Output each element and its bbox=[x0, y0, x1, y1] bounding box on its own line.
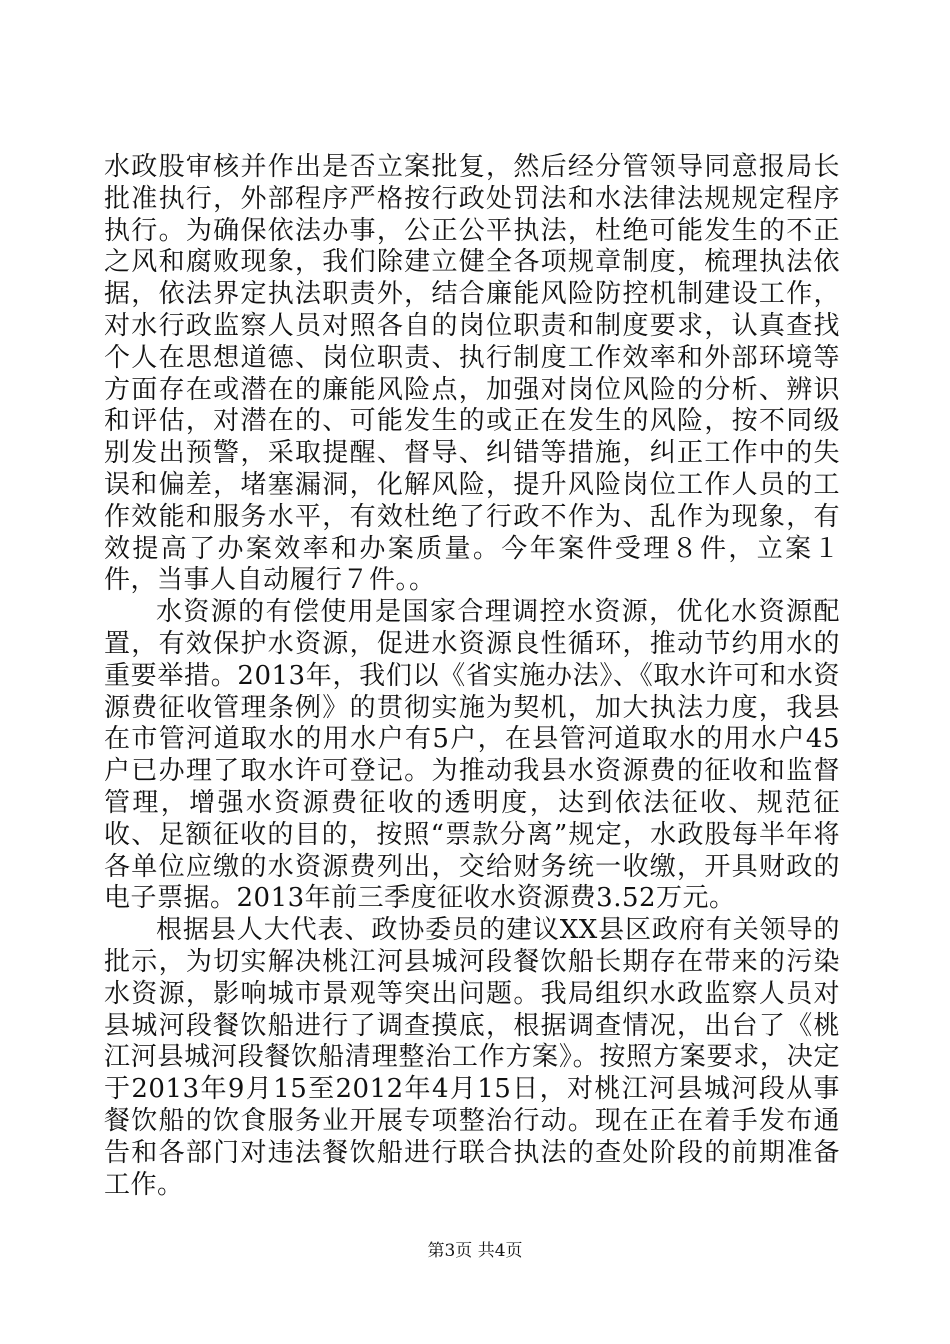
document-body bbox=[104, 152, 840, 1201]
paragraph-water-resource-fee: 水资源的有偿使用是国家合理调控水资源，优化水资源配置，有效保护水资源，促进水资源良性循环，推动节约用水的重要举措。2013年，我们以《省实施办法》、《取水许可和水资源费征收管理条例》的贯彻实施为契机，加大执法力度，我县在市管河道取水的用水户有5户，在县管河道取水的用水户45户已办理了取水许可登记。为推动我县水资源费的征收和监督管理，增强水资源费征收的透明度，达到依法征收、规范征收、足额征收的目的，按照“票款分离”规定，水政股每半年将各单位应缴的水资源费列出，交给财务统一收缴，开具财政的电子票据。2013年前三季度征收水资源费3.52万元。 bbox=[104, 597, 840, 914]
paragraph-restaurant-boat-rectification: 根据县人大代表、政协委员的建议XX县区政府有关领导的批示，为切实解决桃江河县城河段餐饮船长期存在带来的污染水资源，影响城市景观等突出问题。我局组织水政监察人员对县城河段餐饮船进行了调查摸底，根据调查情况，出台了《桃江河县城河段餐饮船清理整治工作方案》。按照方案要求，决定于2013年9月15至2012年4月15日，对桃江河县城河段从事餐饮船的饮食服务业开展专项整治行动。现在正在着手发布通告和各部门对违法餐饮船进行联合执法的查处阶段的前期准备工作。 bbox=[104, 915, 840, 1200]
paragraph-enforcement: 水政股审核并作出是否立案批复，然后经分管领导同意报局长批准执行，外部程序严格按行政处罚法和水法律法规规定程序执行。为确保依法办事，公正公平执法，杜绝可能发生的不正之风和腐败现象，我们除建立健全各项规章制度，梳理执法依据，依法界定执法职责外，结合廉能风险防控机制建设工作，对水行政监察人员对照各自的岗位职责和制度要求，认真查找个人在思想道德、岗位职责、执行制度工作效率和外部环境等方面存在或潜在的廉能风险点，加强对岗位风险的分析、辨识和评估，对潜在的、可能发生的或正在发生的风险，按不同级别发出预警，采取提醒、督导、纠错等措施，纠正工作中的失误和偏差，堵塞漏洞，化解风险，提升风险岗位工作人员的工作效能和服务水平，有效杜绝了行政不作为、乱作为现象，有效提高了办案效率和办案质量。今年案件受理８件，立案１件，当事人自动履行７件。。 bbox=[104, 152, 840, 596]
page-footer: 第3页 共4页 bbox=[427, 1241, 523, 1261]
